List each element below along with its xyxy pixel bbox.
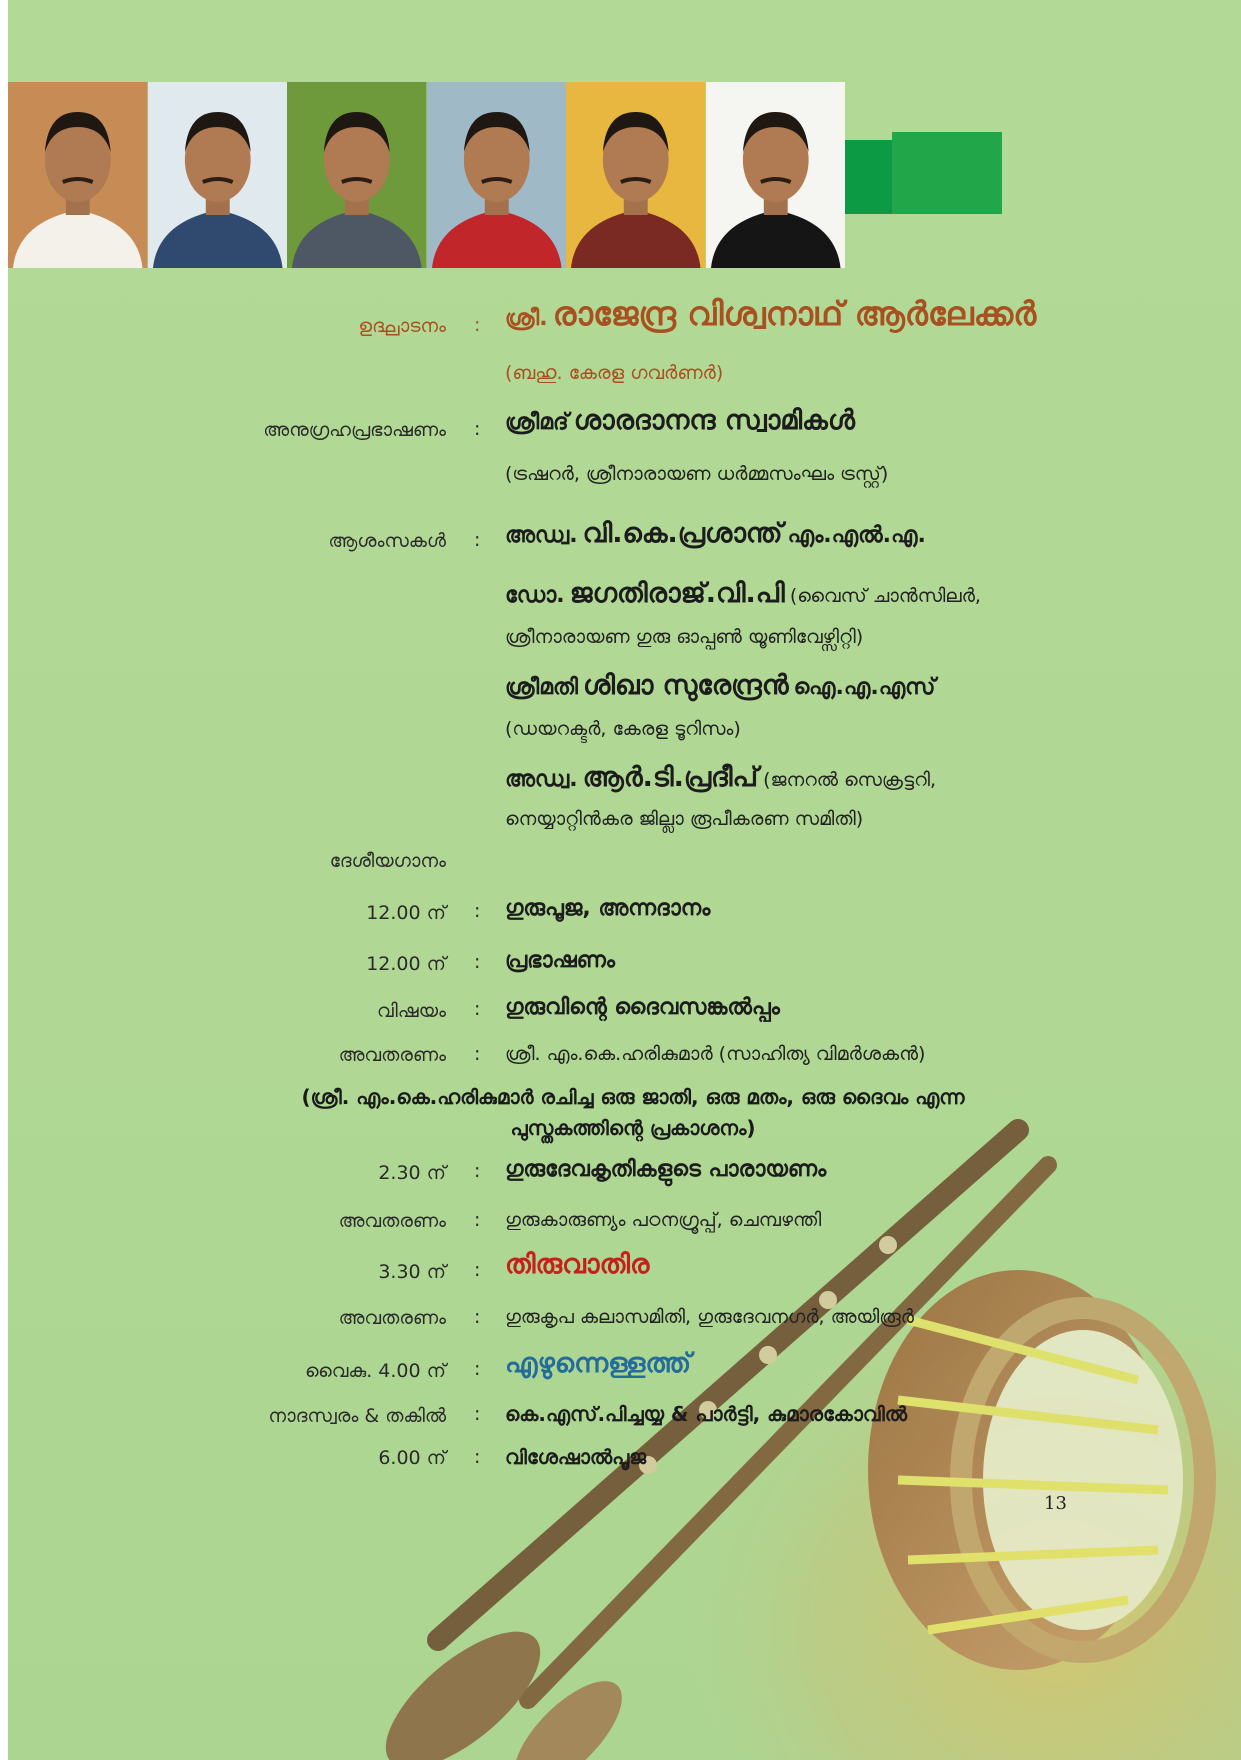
blessing-speaker-designation: (ട്രഷറർ, ശ്രീനാരായണ ധർമ്മസംഘം ട്രസ്റ്റ്) (505, 463, 889, 485)
schedule-time: 12.00 ന് (366, 902, 446, 924)
ezhunnellathu-item: എഴുന്നെള്ളത്ത് (505, 1348, 692, 1379)
schedule-item: വിശേഷാൽപൂജ (505, 1445, 647, 1469)
colon: : (474, 1306, 481, 1328)
green-accent-block (845, 140, 892, 214)
nadaswaram-label: നാദസ്വരം & തകിൽ (268, 1405, 446, 1427)
page-number: 13 (1044, 1493, 1067, 1514)
schedule-item: ഗുരുദേവകൃതികളുടെ പാരായണം (505, 1157, 827, 1182)
schedule-time: 2.30 ന് (378, 1162, 446, 1184)
schedule-item: പ്രഭാഷണം (505, 948, 616, 973)
photo-governor (8, 82, 148, 268)
colon: : (474, 1043, 481, 1065)
felicitator-2-prefix: ഡോ. (505, 583, 565, 608)
photo-man-4 (706, 82, 846, 268)
photo-woman-1 (148, 82, 288, 268)
schedule-item: ഗുരുപൂജ, അന്നദാനം (505, 896, 711, 921)
blessing-speaker (505, 405, 855, 437)
book-release-note-line-2: പുസ്തകത്തിന്റെ പ്രകാശനം) (510, 1116, 756, 1140)
inaugurator-prefix: ശ്രീ. (505, 306, 548, 331)
felicitator-3-suffix: ഐ.എ.എസ് (793, 675, 936, 700)
book-release-note-line-1: (ശ്രീ. എം.കെ.ഹരികുമാർ രചിച്ച ഒരു ജാതി, ഒരു മതം, ഒരു ദൈവം എന്ന (301, 1085, 965, 1109)
inaugurator-designation: (ബഹു. കേരള ഗവർണർ) (505, 362, 724, 384)
green-accent-block-2 (892, 132, 1002, 214)
photo-man-3 (427, 82, 567, 268)
topic-label: വിഷയം (376, 1000, 446, 1022)
felicitator-4 (505, 762, 936, 794)
colon: : (474, 314, 481, 336)
page (8, 0, 1241, 1760)
felicitator-4-designation-2: നെയ്യാറ്റിൻകര ജില്ലാ രൂപീകരണ സമിതി) (505, 808, 864, 830)
schedule-time: 3.30 ന് (378, 1261, 446, 1283)
inaugurator (505, 294, 1036, 334)
colon: : (474, 529, 481, 551)
thiruvathira-item: തിരുവാതിര (505, 1249, 650, 1280)
presentation-value: ഗുരുകാരുണ്യം പഠനഗ്രൂപ്പ്, ചെമ്പഴന്തി (505, 1209, 822, 1231)
felicitator-4-prefix: അഡ്വ. (505, 767, 578, 792)
felicitator-4-designation-1: (ജനറൽ സെക്രട്ടറി, (763, 769, 937, 791)
schedule-time: 12.00 ന് (366, 953, 446, 975)
nadaswaram-value: കെ.എസ്.പിച്ചയ്യ & പാർട്ടി, കുമാരകോവിൽ (505, 1402, 908, 1426)
felicitator-4-name: ആർ.ടി.പ്രദീപ് (582, 762, 759, 793)
schedule-time: 6.00 ന് (378, 1447, 446, 1469)
blessing-speech-label: അനുഗ്രഹപ്രഭാഷണം (263, 419, 446, 441)
felicitator-3-name: ശിഖാ സുരേന്ദ്രൻ (582, 670, 789, 701)
national-anthem-label: ദേശീയഗാനം (329, 850, 446, 872)
colon: : (474, 998, 481, 1020)
colon: : (474, 951, 481, 973)
colon: : (474, 1358, 481, 1380)
colon: : (474, 1403, 481, 1425)
colon: : (474, 1209, 481, 1231)
felicitator-2-designation-2: ശ്രീനാരായണ ഗുരു ഓപ്പൺ യൂണിവേഴ്സിറ്റി) (505, 626, 864, 648)
colon: : (474, 900, 481, 922)
inaugurator-name: രാജേന്ദ്ര വിശ്വനാഥ് ആർലേക്കർ (552, 294, 1037, 333)
felicitator-2-designation-1: (വൈസ് ചാൻസിലർ, (789, 585, 981, 607)
presentation-label: അവതരണം (338, 1044, 446, 1066)
felicitator-3 (505, 670, 935, 702)
dignitaries-photo-strip (8, 82, 845, 268)
colon: : (474, 1160, 481, 1182)
inauguration-label: ഉദ്ഘാടനം (358, 315, 446, 337)
felicitations-label: ആശംസകൾ (328, 530, 446, 552)
felicitator-1 (505, 518, 926, 550)
blessing-speaker-name: ശാരദാനന്ദ സ്വാമികൾ (573, 405, 855, 436)
felicitator-2 (505, 578, 981, 610)
schedule-time: വൈകു. 4.00 ന് (305, 1360, 446, 1382)
felicitator-2-name: ജഗതിരാജ്.വി.പി (569, 578, 785, 609)
presentation-value: ശ്രീ. എം.കെ.ഹരികുമാർ (സാഹിത്യ വിമർശകൻ) (505, 1043, 926, 1065)
felicitator-1-name: വി.കെ.പ്രശാന്ത് (582, 518, 783, 549)
colon: : (474, 418, 481, 440)
book-release-note (238, 1082, 1028, 1144)
felicitator-3-designation: (ഡയറക്ടർ, കേരള ടൂറിസം) (505, 718, 741, 740)
topic-value: ഗുരുവിന്റെ ദൈവസങ്കൽപ്പം (505, 995, 780, 1020)
colon: : (474, 1446, 481, 1468)
colon: : (474, 1259, 481, 1281)
blessing-speaker-prefix: ശ്രീമദ് (505, 410, 569, 435)
presentation-label: അവതരണം (338, 1210, 446, 1232)
presentation-value: ഗുരുകൃപ കലാസമിതി, ഗുരുദേവനഗർ, അയിരൂർ (505, 1306, 914, 1328)
photo-man-2 (287, 82, 427, 268)
felicitator-1-suffix: എം.എൽ.എ. (787, 523, 926, 548)
felicitator-3-prefix: ശ്രീമതി (505, 675, 578, 700)
felicitator-1-prefix: അഡ്വ. (505, 523, 578, 548)
presentation-label: അവതരണം (338, 1307, 446, 1329)
photo-woman-2 (566, 82, 706, 268)
